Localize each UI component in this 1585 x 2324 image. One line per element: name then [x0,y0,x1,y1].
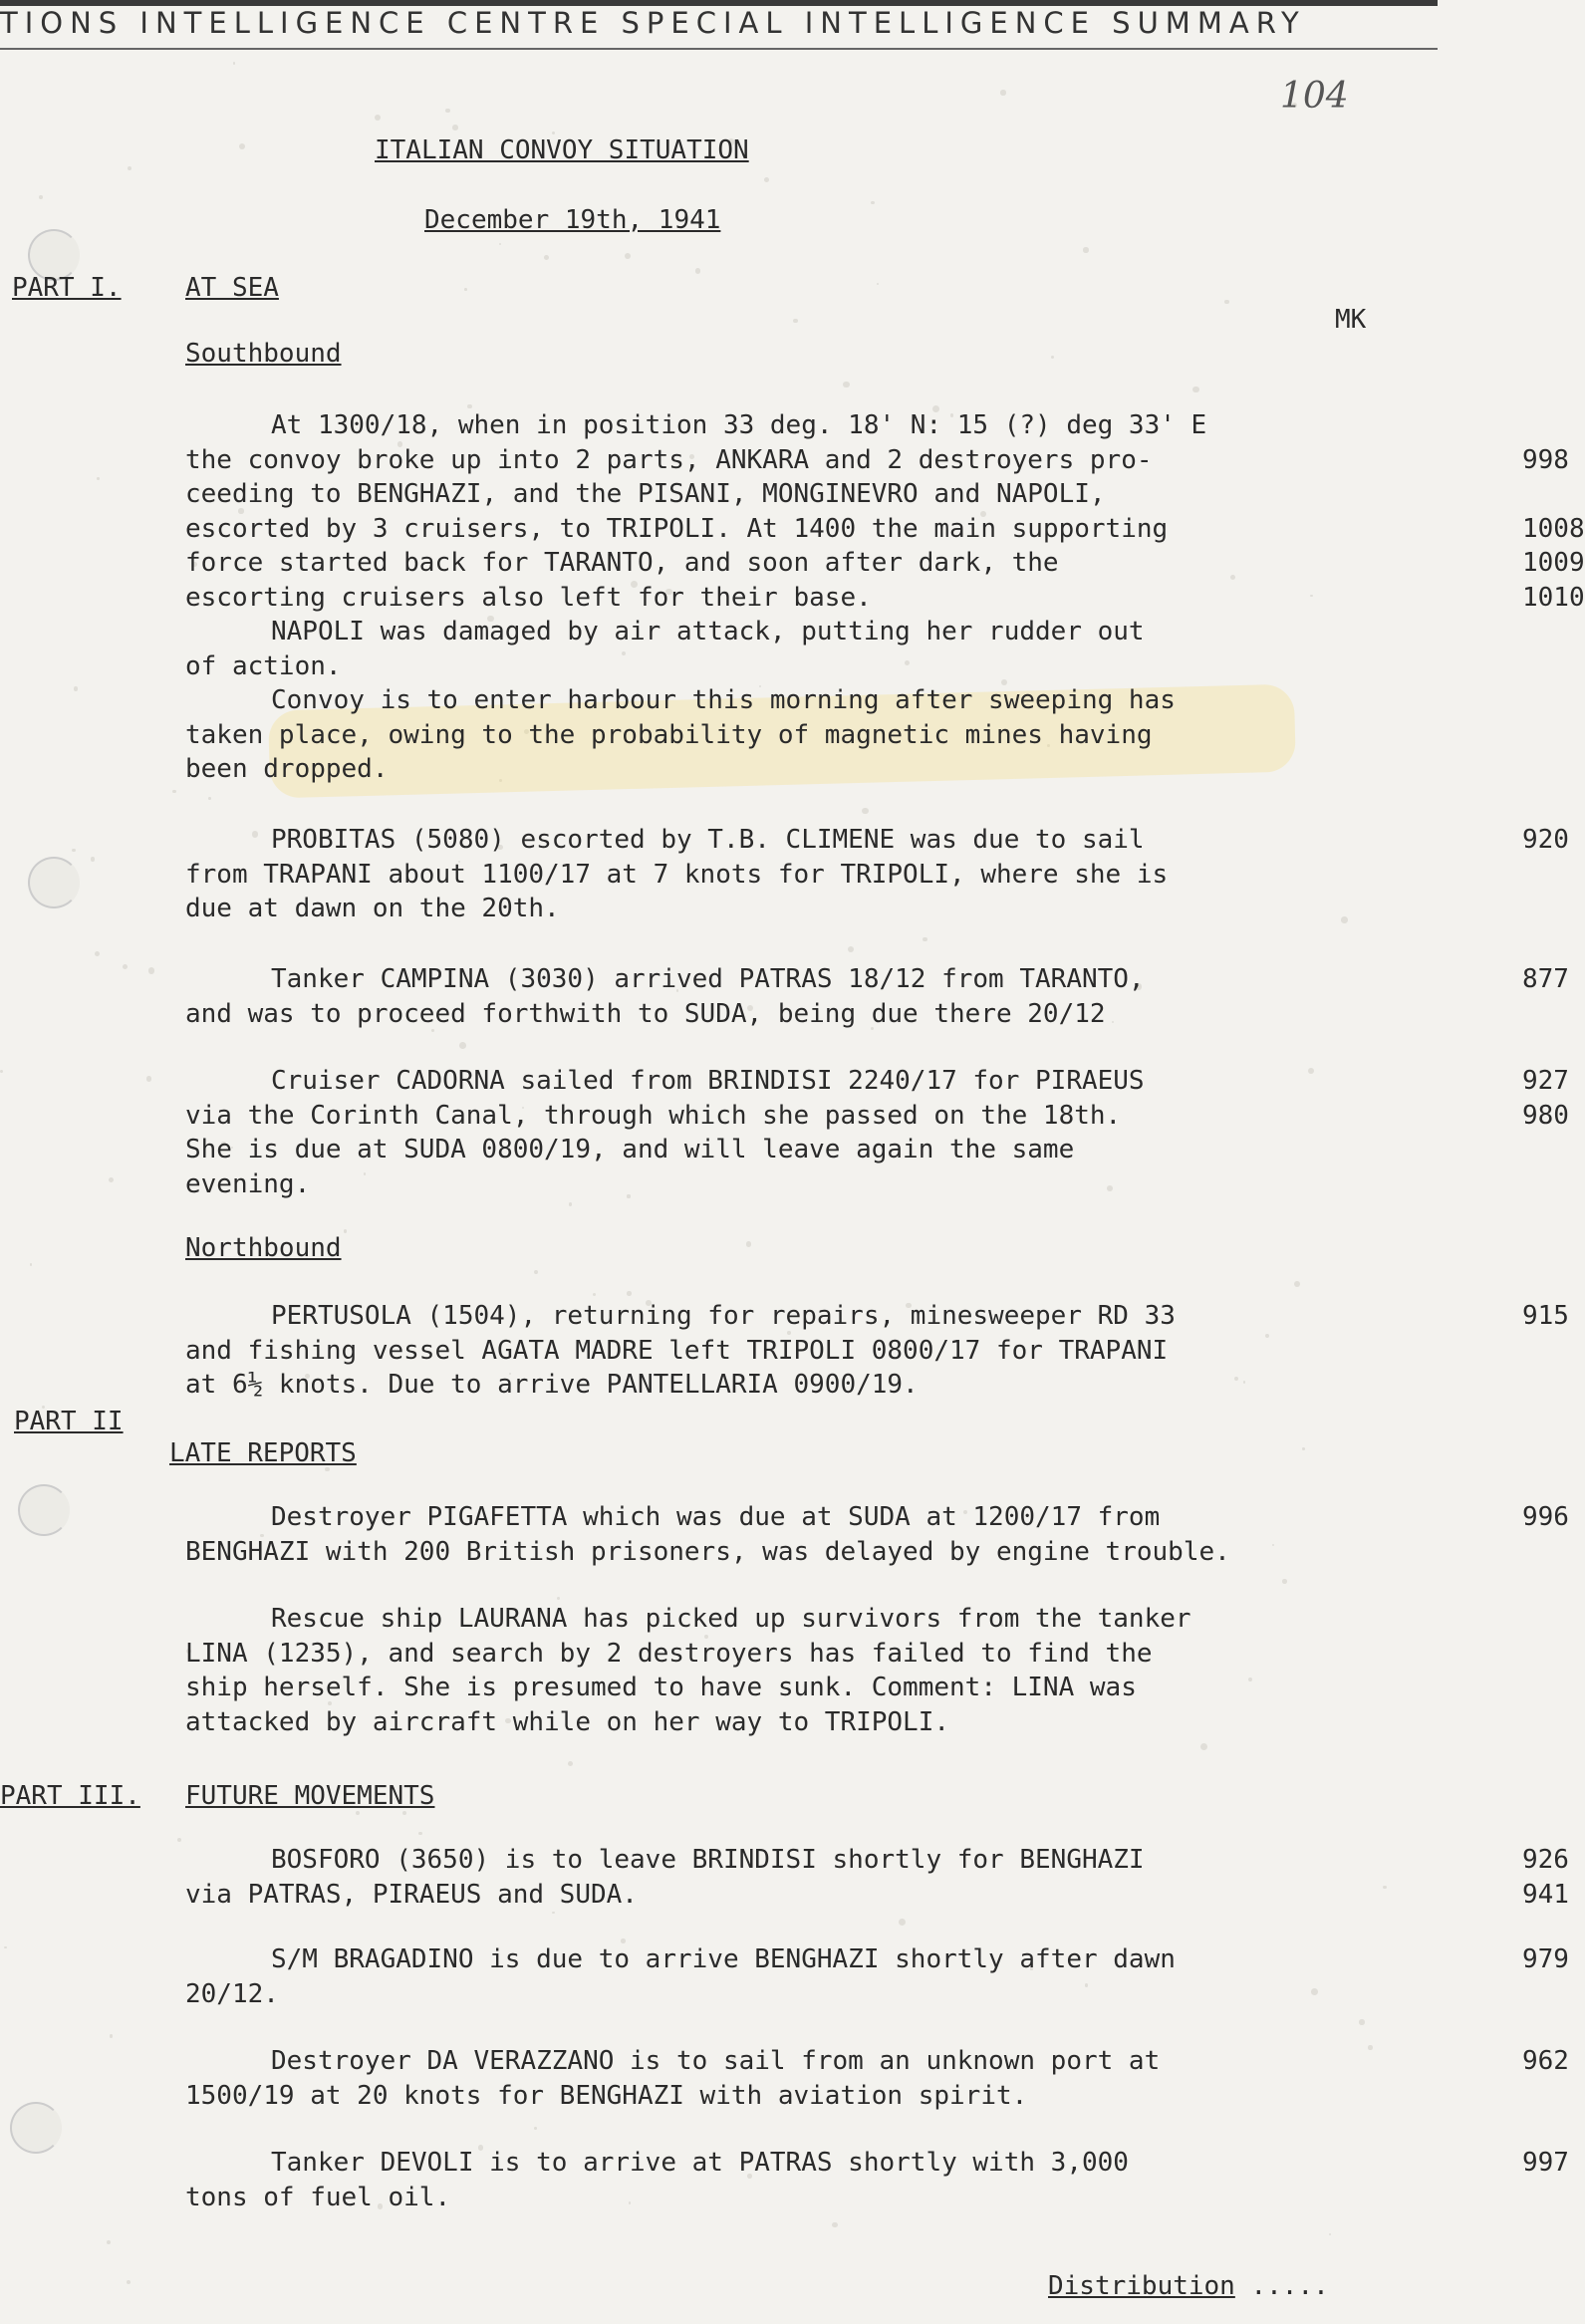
paper-speck [445,109,450,114]
mk-reference: 979 [1522,1944,1569,1974]
paragraph-convoy-split [185,408,1585,787]
mk-column-label: MK [1335,305,1367,335]
paper-speck [534,2127,537,2130]
paper-speck [569,1202,572,1205]
text-line: Convoy is to enter harbour this morning after sweeping has [271,685,1176,715]
paper-speck [764,177,769,182]
mk-reference: 996 [1522,1502,1569,1532]
text-line: BENGHAZI with 200 British prisoners, was delayed by engine trouble. [185,1536,1230,1567]
paper-speck [871,201,875,205]
text-line: NAPOLI was damaged by air attack, putting her rudder out [271,617,1145,646]
paper-speck [899,1919,906,1926]
mk-reference: 915 [1522,1301,1569,1331]
text-line: Destroyer PIGAFETTA which was due at SUDA at 1200/17 from 996 [185,1500,1341,1535]
paper-speck [568,1761,573,1766]
paper-speck [344,1229,348,1233]
paper-speck [552,1912,555,1915]
paper-speck [177,1838,181,1842]
paper-speck [1224,300,1228,304]
paragraph-pertusola [185,1299,1569,1403]
mk-reference: 997 [1522,2148,1569,2178]
paper-speck [1000,90,1005,95]
paper-speck [72,849,75,852]
paper-speck [923,937,927,942]
northbound-heading: Northbound [185,1233,342,1263]
paper-speck [0,1070,3,1073]
text-line: Destroyer DA VERAZZANO is to sail from an unknown port at 962 [185,2044,1341,2079]
paragraph-bosforo [185,1843,1569,1912]
text-line: BOSFORO (3650) is to leave BRINDISI shortly for BENGHAZI 926 [185,1843,1341,1878]
paper-speck [1192,387,1198,392]
text-line: been dropped. [185,754,389,784]
text-line: LINA (1235), and search by 2 destroyers has failed to find the [185,1638,1153,1669]
mk-reference: 1010 [1522,582,1585,613]
paper-speck [148,967,155,974]
paragraph-campina [185,962,1569,1031]
text-line: At 1300/18, when in position 33 deg. 18' N: 15 (?) deg 33' E [271,410,1207,440]
mk-reference: 920 [1522,825,1569,855]
paper-speck [557,1597,560,1600]
paper-speck [877,283,879,285]
paper-speck [91,857,95,861]
paper-speck [127,2280,131,2284]
text-line: Rescue ship LAURANA has picked up survivors from the tanker [271,1604,1191,1634]
mk-reference: 1008 [1522,513,1585,544]
distribution-dots: ..... [1234,2271,1329,2301]
text-line: escorting cruisers also left for their base. 1010 [185,581,1341,616]
text-line: via the Corinth Canal, through which she passed on the 18th. 980 [185,1099,1341,1134]
mk-reference: 1009 [1522,548,1585,578]
paper-speck [552,131,555,134]
mk-reference: 877 [1522,964,1569,994]
southbound-heading: Southbound [185,339,342,369]
text-line: and was to proceed forthwith to SUDA, being due there 20/12 [185,998,1106,1029]
paper-speck [1329,2233,1331,2235]
text-line: evening. [185,1168,311,1199]
text-line: from TRAPANI about 1100/17 at 7 knots for TRIPOLI, where she is [185,859,1169,890]
text-line: She is due at SUDA 0800/19, and will leave again the same [185,1135,1075,1164]
paper-speck [208,797,211,800]
paper-speck [848,946,855,953]
paper-speck [862,808,869,815]
text-line: Cruiser CADORNA sailed from BRINDISI 2240/17 for PIRAEUS 927 [185,1064,1341,1099]
paper-speck [30,1263,32,1265]
mk-reference: 926 [1522,1845,1569,1875]
page-number: 104 [1280,76,1349,117]
paper-speck [1383,1886,1387,1890]
paper-speck [544,255,549,260]
paper-speck [1200,1743,1207,1750]
paper-speck [627,1291,631,1295]
mk-reference: 941 [1522,1879,1569,1910]
paragraph-cadorna [185,1064,1569,1201]
paragraph-bragadino [185,1942,1569,2011]
paper-speck [464,288,467,291]
paper-speck [1294,1281,1300,1287]
paper-speck [695,268,700,273]
mk-reference: 962 [1522,2046,1569,2076]
paragraph-laurana [185,1602,1341,1739]
paper-speck [1282,1579,1286,1583]
punch-hole-bottom [10,2102,62,2154]
text-line: and fishing vessel AGATA MADRE left TRIPOLI 0800/17 for TRAPANI [185,1335,1169,1366]
part-1-heading: AT SEA [185,273,279,303]
paper-speck [110,2034,114,2038]
part-3-heading: FUTURE MOVEMENTS [185,1781,435,1811]
header-banner: TIONS INTELLIGENCE CENTRE SPECIAL INTELLIGENCE SUMMARY [0,6,1306,40]
punch-hole-upper [28,857,80,908]
paper-speck [375,115,381,121]
text-line: Tanker CAMPINA (3030) arrived PATRAS 18/12 from TARANTO, 877 [185,962,1341,997]
paper-speck [1051,356,1054,359]
paper-speck [843,382,850,388]
part-2-label: PART II [14,1407,124,1436]
text-line: force started back for TARANTO, and soon after dark, the 1009 [185,546,1341,581]
paper-speck [97,477,99,479]
distribution-label: Distribution [1048,2271,1235,2301]
paper-speck [459,1042,466,1049]
text-line: 1500/19 at 20 knots for BENGHAZI with aviation spirit. [185,2080,1028,2111]
text-line: the convoy broke up into 2 parts, ANKARA and 2 destroyers pro- 998 [185,443,1341,478]
document-title: ITALIAN CONVOY SITUATION [375,135,749,165]
header-rule [0,48,1438,50]
text-line: tons of fuel oil. [185,2182,451,2212]
paper-speck [1359,2019,1364,2024]
paragraph-da-verazzano [185,2044,1569,2113]
part-1-label: PART I. [12,273,122,303]
text-line: PERTUSOLA (1504), returning for repairs, minesweeper RD 33 915 [185,1299,1341,1334]
paper-speck [746,1241,752,1247]
paper-speck [593,1293,596,1296]
paper-speck [402,1811,406,1815]
paper-speck [4,1946,7,1949]
paper-speck [95,951,101,957]
text-line: via PATRAS, PIRAEUS and SUDA. 941 [185,1878,1341,1913]
paper-speck [172,790,175,793]
paper-speck [534,1270,538,1274]
text-line: of action. [185,650,342,681]
paper-speck [793,319,797,323]
paper-speck [146,1076,152,1082]
paper-speck [239,143,245,149]
paper-speck [832,2222,838,2228]
text-line: escorted by 3 cruisers, to TRIPOLI. At 1400 the main supporting 1008 [185,512,1341,547]
text-line: 20/12. [185,1978,279,2009]
punch-hole-lower [18,1484,70,1536]
text-line: ship herself. She is presumed to have sunk. Comment: LINA was [185,1673,1137,1702]
distribution-footer [1048,2271,1329,2301]
mk-reference: 927 [1522,1066,1569,1096]
paper-speck [233,62,236,65]
part-3-label: PART III. [0,1781,140,1811]
text-line: ceeding to BENGHAZI, and the PISANI, MONGINEVRO and NAPOLI, [185,479,1106,509]
paper-speck [74,686,78,690]
paper-speck [625,253,631,259]
part-2-heading: LATE REPORTS [169,1438,357,1468]
paper-speck [1341,916,1347,922]
paragraph-pigafetta [185,1500,1569,1569]
paper-speck [418,1832,421,1835]
paper-speck [452,125,458,130]
text-line: attacked by aircraft while on her way to TRIPOLI. [185,1706,950,1737]
paragraph-devoli [185,2146,1569,2214]
paper-speck [499,243,501,245]
paper-speck [1302,1447,1305,1450]
paper-speck [128,166,132,170]
text-line: Tanker DEVOLI is to arrive at PATRAS shortly with 3,000 997 [185,2146,1341,2181]
text-line: PROBITAS (5080) escorted by T.B. CLIMENE was due to sail 920 [185,823,1341,858]
mk-reference: 980 [1522,1100,1569,1131]
text-line: S/M BRAGADINO is due to arrive BENGHAZI shortly after dawn 979 [185,1942,1341,1977]
paper-speck [1083,247,1089,253]
paper-speck [39,195,43,199]
paper-speck [1368,2045,1372,2049]
paper-speck [123,964,128,969]
document-date: December 19th, 1941 [424,205,721,235]
mk-reference: 998 [1522,444,1569,475]
text-line: due at dawn on the 20th. [185,894,560,923]
text-line: taken place, owing to the probability of magnetic mines having [185,719,1153,750]
paper-speck [109,1177,114,1182]
paper-speck [107,2240,111,2244]
text-line: at 6½ knots. Due to arrive PANTELLARIA 0900/19. [185,1370,919,1400]
paragraph-probitas [185,823,1569,926]
paper-speck [356,1811,360,1815]
